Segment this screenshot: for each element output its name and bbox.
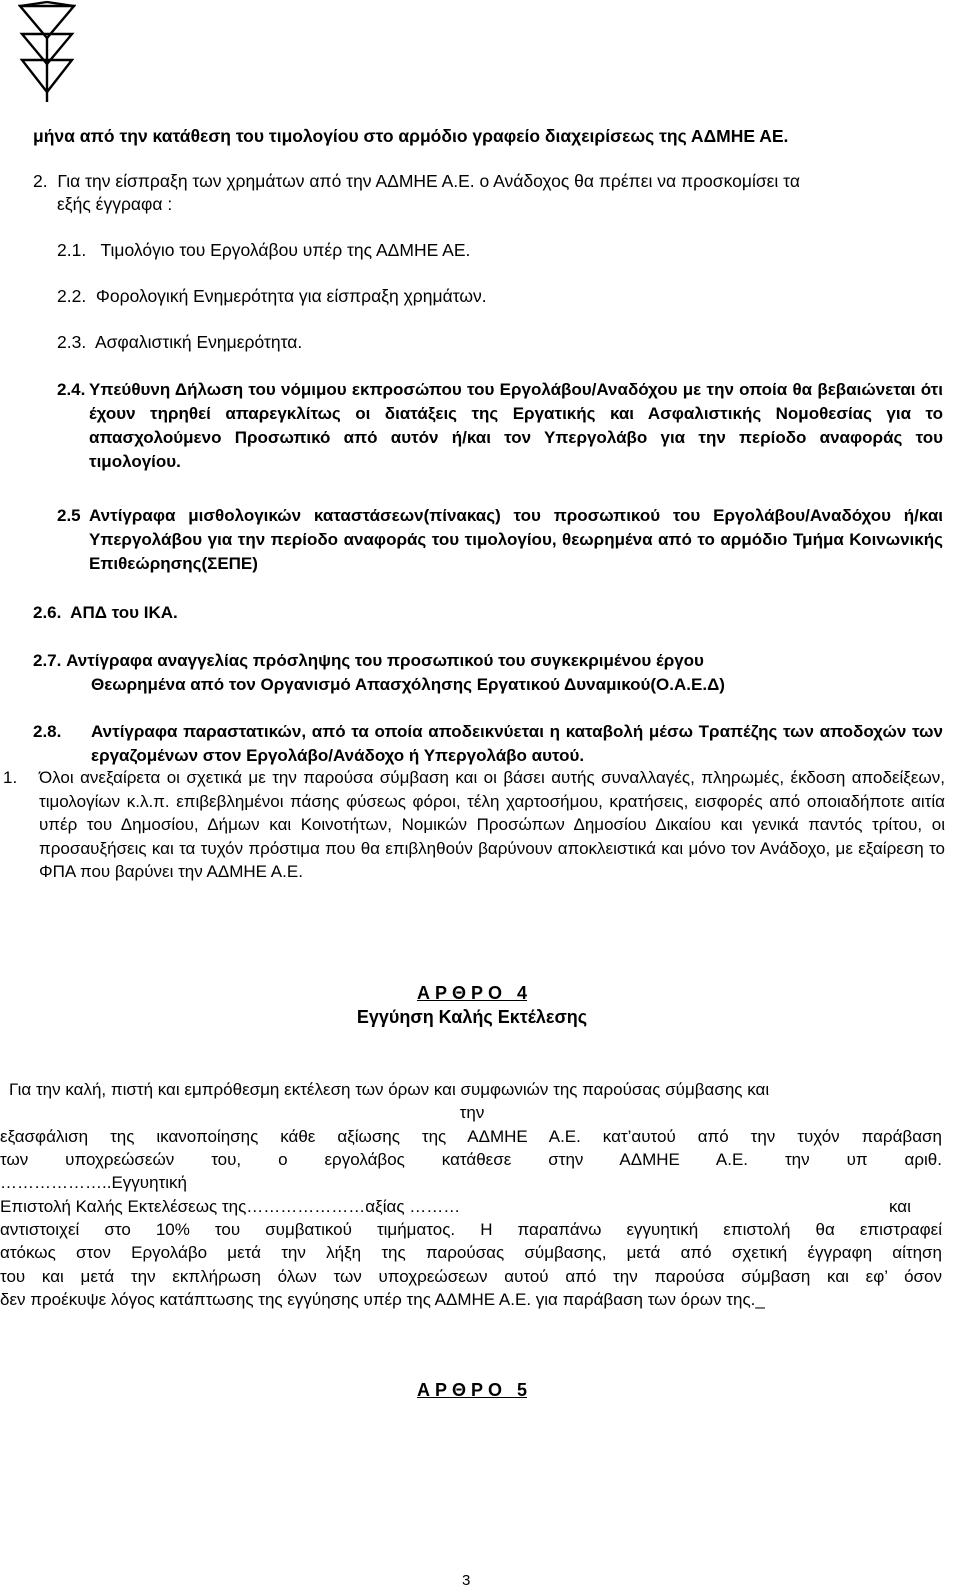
intro-line: μήνα από την κατάθεση του τιμολογίου στο αρμόδιο γραφείο διαχειρίσεως της ΑΔΜΗΕ ΑΕ.: [33, 126, 789, 146]
subitem-2-8: [33, 720, 943, 768]
article-5-title: Α Ρ Θ Ρ Ο 5: [416, 1380, 528, 1400]
subitem-2-4-number: 2.4.: [57, 380, 86, 399]
article-4-line-1: Για την καλή, πιστή και εμπρόθεσμη εκτέλεση των όρων και συμφωνιών της παρούσας σύμβασης και: [9, 1080, 770, 1099]
clause-1-text: Όλοι ανεξαίρετα οι σχετικά με την παρούσα σύμβαση και οι βάσει αυτής συναλλαγές, πληρωμές, έκδοση αποδείξεων, τιμολογίων κ.λ.π. επιβεβλημένοι πάσης φύσεως φόροι, τέλη χαρτοσήμου, κρατήσεις, εισφορές από οποιαδήποτε αιτία υπέρ του Δημοσίου, Δήμων και Κοινοτήτων, Νομικών Προσώπων Δημοσίου Δικαίου και γενικά παντός τρίτου, οι προσαυξήσεις και τα τυχόν πρόστιμα που θα επιβληθούν βαρύνουν αποκλειστικά και μόνο τον Ανάδοχο, με εξαίρεση το ΦΠΑ που βαρύνει την ΑΔΜΗΕ Α.Ε.: [39, 768, 945, 881]
article-4-line-10: δεν προέκυψε λόγος κατάπτωσης της εγγύησης υπέρ της ΑΔΜΗΕ Α.Ε. για παράβαση των όρων της._: [0, 1290, 765, 1309]
article-4-line-9: του και μετά την εκπλήρωση όλων των υποχρεώσεων αυτού από την παρούσα σύμβαση και εφ’ όσον: [0, 1267, 942, 1286]
article-4-title: Α Ρ Θ Ρ Ο 4: [416, 983, 528, 1003]
subitem-2-7-line-1: Αντίγραφα αναγγελίας πρόσληψης του προσωπικού του συγκεκριμένου έργου: [66, 651, 704, 670]
subitem-2-7: [33, 650, 704, 672]
subitem-2-7-number: 2.7.: [33, 651, 62, 670]
article-4-line-4: των υποχρεώσεών του, ο εργολάβος κατάθεσε στην ΑΔΜΗΕ Α.Ε. την υπ αριθ.: [0, 1150, 942, 1169]
item-2-number: 2.: [33, 171, 48, 191]
clause-1: [3, 766, 945, 884]
subitem-2-2: 2.2. Φορολογική Ενημερότητα για είσπραξη χρημάτων.: [57, 286, 487, 306]
article-4-line-5: ………………..Εγγυητική: [0, 1173, 187, 1192]
item-2-text: Για την είσπραξη των χρημάτων από την ΑΔΜΗΕ Α.Ε. ο Ανάδοχος θα πρέπει να προσκομίσει τα: [57, 171, 800, 191]
subitem-2-7-line-2: Θεωρημένα από τον Οργανισμό Απασχόλησης Εργατικού Δυναμικού(Ο.Α.Ε.Δ): [91, 675, 725, 694]
article-4-line-2: την: [459, 1103, 485, 1122]
subitem-2-5-number: 2.5: [57, 506, 81, 525]
subitem-2-8-text: Αντίγραφα παραστατικών, από τα οποία αποδεικνύεται η καταβολή μέσω Τραπέζης των αποδοχών των εργαζομένων στον Εργολάβο/Ανάδοχο ή Υπεργολάβο αυτού.: [91, 722, 943, 765]
article-4-line-7: αντιστοιχεί στο 10% του συμβατικού τιμήματος. Η παραπάνω εγγυητική επιστολή θα επιστραφεί: [0, 1220, 942, 1239]
article-4-line-8: ατόκως στον Εργολάβο μετά την λήξη της παρούσας σύμβασης, μετά από σχετική έγγραφη αίτηση: [0, 1243, 942, 1262]
subitem-2-4: [57, 378, 943, 474]
item-2-continuation: εξής έγγραφα :: [57, 194, 173, 214]
subitem-2-4-text: Υπεύθυνη Δήλωση του νόμιμου εκπροσώπου του Εργολάβου/Αναδόχου με την οποία θα βεβαιώνεται ότι έχουν τηρηθεί απαρεγκλίτως οι διατάξεις της Εργατικής και Ασφαλιστικής Νομοθεσίας για το απασχολούμενο Προσωπικό από αυτόν ή/και τον Υπεργολάβο για την περίοδο αναφοράς του τιμολογίου.: [89, 380, 943, 471]
subitem-2-3: 2.3. Ασφαλιστική Ενημερότητα.: [57, 332, 303, 352]
subitem-2-6: 2.6. ΑΠΔ του ΙΚΑ.: [33, 603, 178, 622]
company-logo-icon: [18, 0, 76, 104]
subitem-2-5: [57, 504, 943, 576]
article-4-subtitle: Εγγύηση Καλής Εκτέλεσης: [356, 1007, 588, 1027]
subitem-2-1: 2.1. Τιμολόγιο του Εργολάβου υπέρ της ΑΔΜΗΕ ΑΕ.: [57, 240, 471, 260]
page-number: 3: [462, 1572, 471, 1589]
item-2: [33, 170, 800, 192]
clause-1-number: 1.: [3, 768, 18, 787]
subitem-2-5-text: Αντίγραφα μισθολογικών καταστάσεων(πίνακας) του προσωπικού του Εργολάβου/Αναδόχου ή/και Υπεργολάβου για την περίοδο αναφοράς του τιμολογίου, θεωρημένα από το αρμόδιο Τμήμα Κοινωνικής Επιθεώρησης(ΣΕΠΕ): [89, 506, 943, 573]
article-4-line-3: εξασφάλιση της ικανοποίησης κάθε αξίωσης της ΑΔΜΗΕ Α.Ε. κατ’αυτού από την τυχόν παράβαση: [0, 1127, 942, 1146]
article-4-line-6a: Επιστολή Καλής Εκτελέσεως της…………………αξίας ………: [0, 1197, 461, 1216]
article-4-line-6b: και: [889, 1197, 911, 1216]
subitem-2-8-number: 2.8.: [33, 722, 62, 741]
